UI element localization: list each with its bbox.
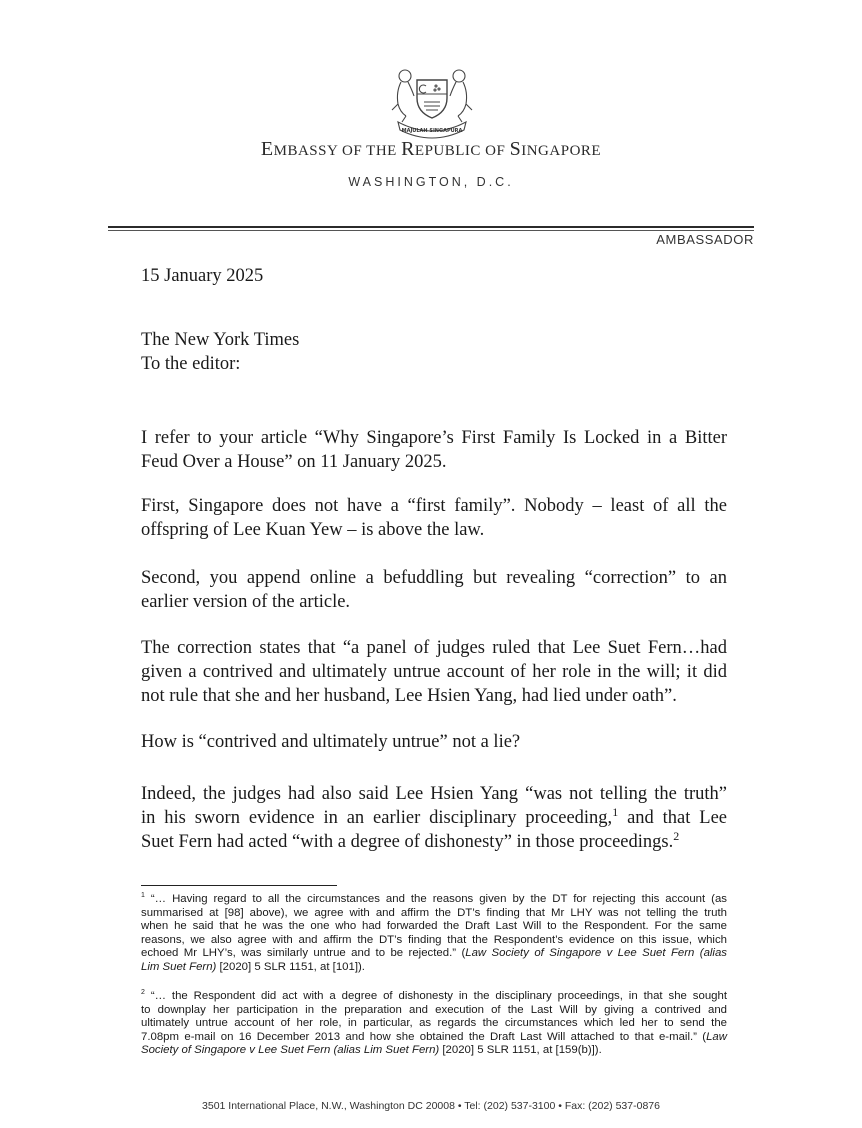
coat-of-arms-crest	[384, 62, 480, 140]
recipient-block	[141, 328, 727, 376]
footnote-ref-1: 1	[612, 804, 619, 819]
crest-motto: MAJULAH SINGAPURA	[401, 128, 463, 134]
paragraph-5: How is “contrived and ultimately untrue” not a lie?	[141, 732, 521, 752]
ambassador-label: AMBASSADOR	[656, 232, 754, 247]
footnote-2: $^2$ “… the Respondent did act with a degree of dishonesty in the disciplinary proceedings, in that she sought to downplay her participation in the preparation and execution of the Last Will by giving a contrived and ultimately untrue account of her role, in particular, as regards the circumstances which led her to send the 7.08pm e-mail on 16 December 2013 and how she obtained the Draft Last Will attached to that e-mail.” (Law Society of Singapore v Lee Suet Fern (alias Lim Suet Fern) [2020] 5 SLR 1151, at [159(b)]).	[141, 989, 727, 1056]
letterhead-divider	[108, 226, 754, 228]
footnote-divider	[141, 885, 337, 886]
footer-address: 3501 International Place, N.W., Washington DC 20008 • Tel: (202) 537-3100 • Fax: (202) 537-0876	[202, 1100, 660, 1112]
letterhead-divider-thin	[108, 230, 754, 231]
paragraph-2: First, Singapore does not have a “first family”. Nobody – least of all the offspring of Lee Kuan Yew – is above the law.	[141, 496, 727, 540]
recipient-name: The New York Times	[141, 330, 300, 350]
paragraph-3: Second, you append online a befuddling but revealing “correction” to an earlier version of the article.	[141, 568, 727, 612]
salutation: To the editor:	[141, 354, 241, 374]
footnote-ref-2: 2	[673, 828, 680, 843]
paragraph-6: Indeed, the judges had also said Lee Hsien Yang “was not telling the truth” in his sworn evidence in an earlier disciplinary proceeding,$^1$ and that Lee Suet Fern had acted “with a degree of dishonesty” in those proceedings.$^2$	[141, 784, 727, 852]
letter-date: 15 January 2025	[141, 266, 264, 286]
embassy-name: EMBASSY OF THE REPUBLIC OF SINGAPORE	[260, 138, 602, 160]
embassy-city: WASHINGTON, D.C.	[348, 175, 514, 189]
footnote-1: $^1$ “… Having regard to all the circumstances and the reasons given by the DT for rejecting this account (as summarised at [98] above), we agree with and affirm the DT’s finding that Mr LHY was not telling the truth when he said that he was the one who had forwarded the Draft Last Will to the Respondent. For the same reasons, we also agree with and affirm the DT’s finding that the Respondent’s evidence on this issue, which echoed Mr LHY’s, was similarly untrue and to be rejected.” (Law Society of Singapore v Lee Suet Fern (alias Lim Suet Fern) [2020] 5 SLR 1151, at [101]).	[141, 892, 727, 973]
paragraph-1: I refer to your article “Why Singapore’s First Family Is Locked in a Bitter Feud Over a House” on 11 January 2025.	[141, 428, 727, 472]
crest-icon	[384, 62, 480, 140]
paragraph-4: The correction states that “a panel of judges ruled that Lee Suet Fern…had given a contrived and ultimately untrue account of her role in the will; it did not rule that she and her husband, Lee Hsien Yang, had lied under oath”.	[141, 638, 727, 706]
